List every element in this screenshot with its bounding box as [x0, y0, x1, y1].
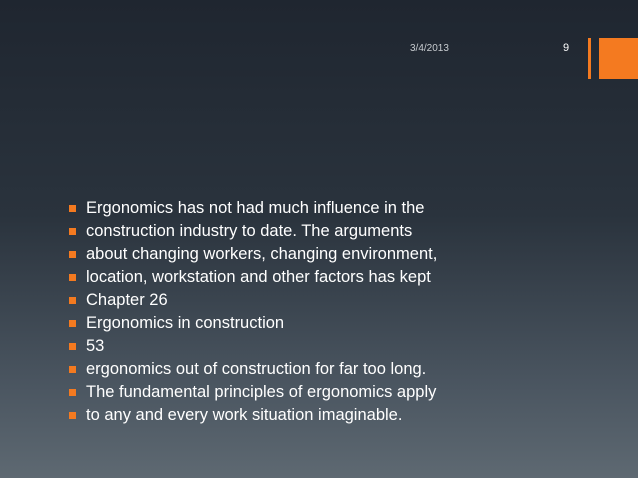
bullet-item: [67, 266, 537, 289]
bullet-text: Ergonomics has not had much influence in the: [86, 199, 425, 217]
bullet-text: The fundamental principles of ergonomics apply: [86, 383, 437, 401]
bullet-text: Ergonomics in construction: [86, 314, 285, 332]
bullet-text: Chapter 26: [86, 291, 168, 309]
accent-bar-thin: [588, 38, 591, 79]
bullet-square-icon: [69, 320, 76, 327]
bullet-item: [67, 335, 537, 358]
bullet-square-icon: [69, 297, 76, 304]
bullet-item: [67, 312, 537, 335]
bullet-square-icon: [69, 366, 76, 373]
bullet-text: ergonomics out of construction for far too long.: [86, 360, 427, 378]
slide-date: 3/4/2013: [410, 43, 449, 54]
slide-page-number: 9: [562, 42, 570, 54]
bullet-item: [67, 243, 537, 266]
bullet-square-icon: [69, 251, 76, 258]
bullet-square-icon: [69, 412, 76, 419]
bullet-text: 53: [86, 337, 105, 355]
bullet-text: location, workstation and other factors has kept: [86, 268, 431, 286]
bullet-square-icon: [69, 343, 76, 350]
bullet-list: [67, 197, 537, 427]
bullet-square-icon: [69, 205, 76, 212]
bullet-item: [67, 197, 537, 220]
bullet-item: [67, 289, 537, 312]
bullet-item: [67, 404, 537, 427]
bullet-square-icon: [69, 274, 76, 281]
bullet-text: about changing workers, changing environment,: [86, 245, 438, 263]
bullet-item: [67, 358, 537, 381]
bullet-text: to any and every work situation imaginable.: [86, 406, 403, 424]
bullet-text: construction industry to date. The arguments: [86, 222, 413, 240]
accent-bar-block: [599, 38, 638, 79]
bullet-item: [67, 381, 537, 404]
bullet-square-icon: [69, 228, 76, 235]
bullet-item: [67, 220, 537, 243]
bullet-square-icon: [69, 389, 76, 396]
